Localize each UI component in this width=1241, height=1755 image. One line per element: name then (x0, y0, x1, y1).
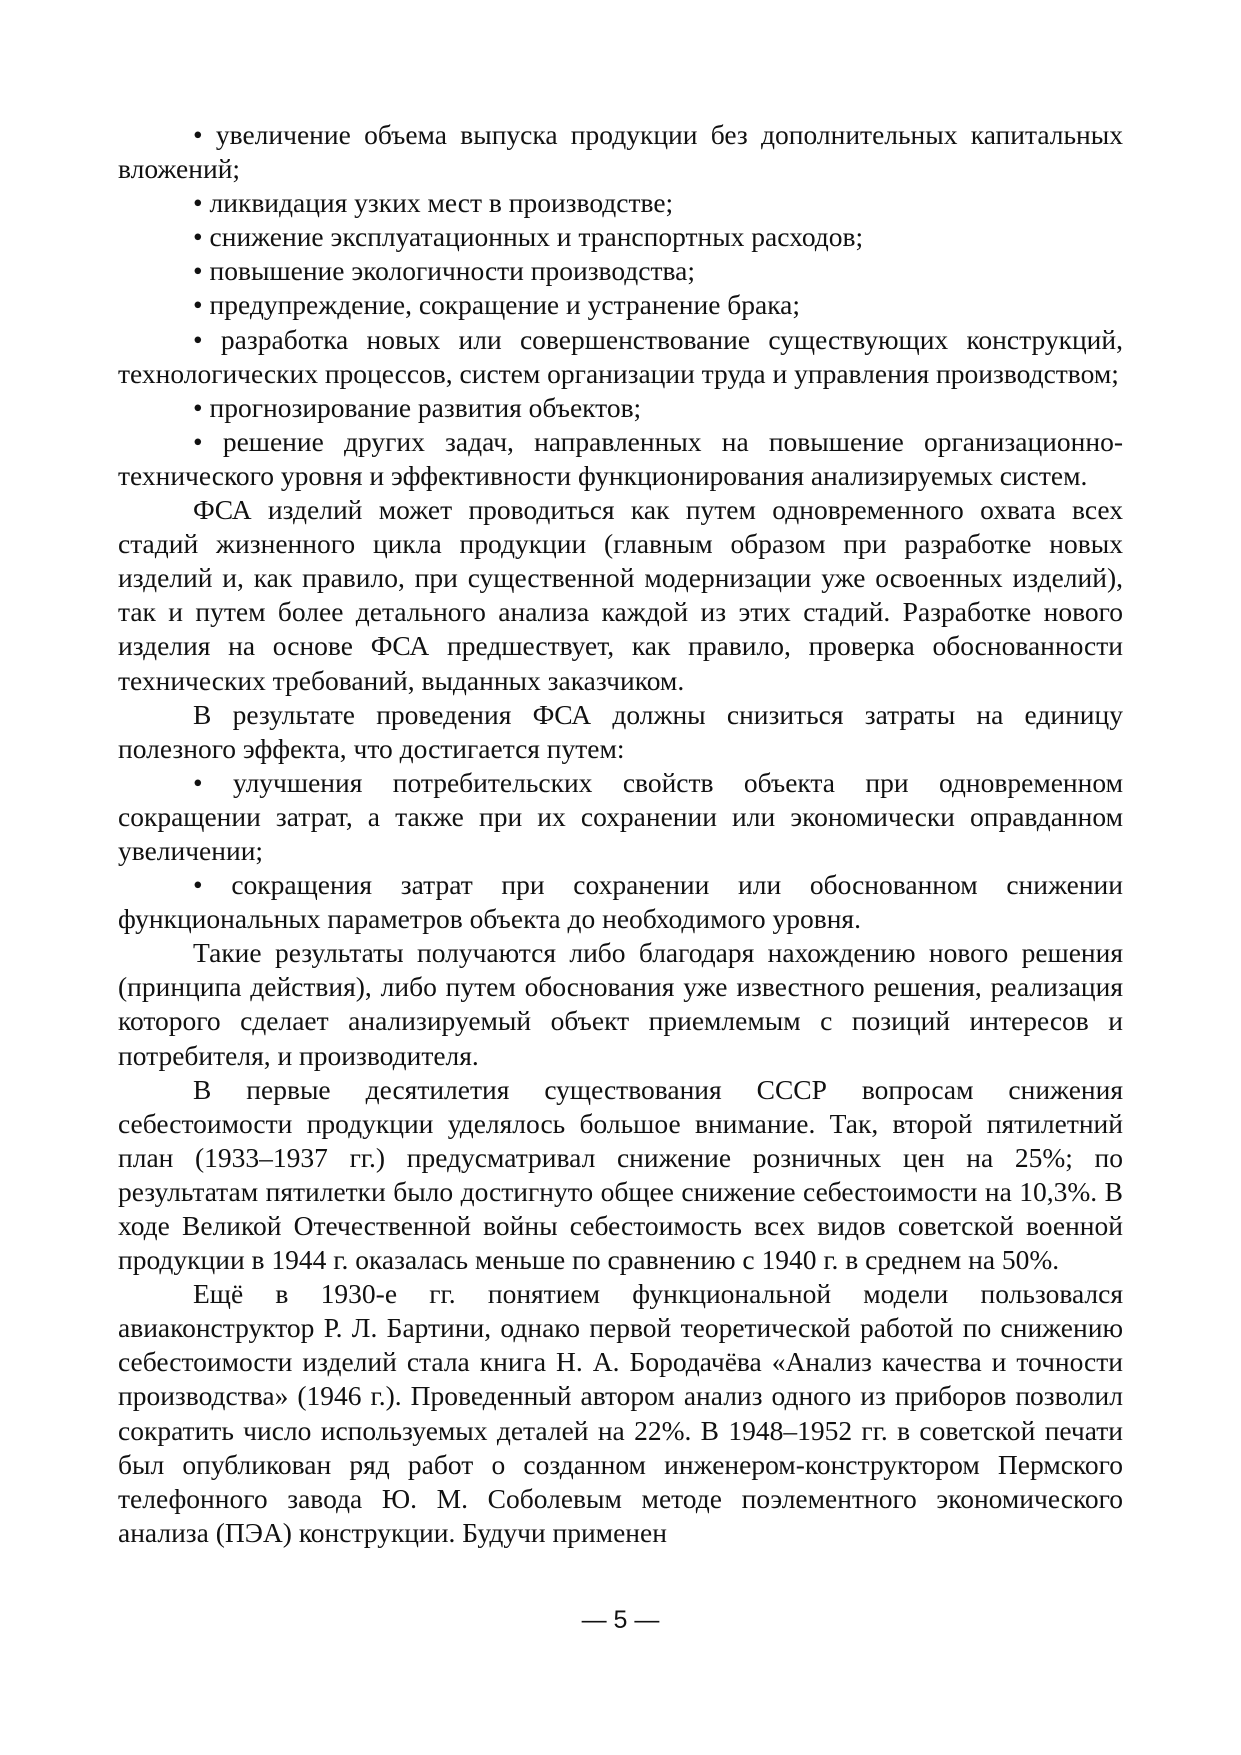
paragraph: • ликвидация узких мест в производстве; (118, 186, 1123, 220)
paragraph: • увеличение объема выпуска продукции без дополнительных капитальных вложений; (118, 118, 1123, 186)
paragraph: • решение других задач, направленных на повышение организационно-технического уровня и эффективности функционирования анализируемых систем. (118, 425, 1123, 493)
page-body (118, 118, 1123, 1550)
paragraph: Ещё в 1930-е гг. понятием функциональной модели пользовался авиаконструктор Р. Л. Бартини, однако первой теоретической работой по снижению себестоимости изделий стала книга Н. А. Бородачёва «Анализ качества и точности производства» (1946 г.). Проведенный автором анализ одного из приборов позволил сократить число используемых деталей на 22%. В 1948–1952 гг. в советской печати был опубликован ряд работ о созданном инженером-конструктором Пермского телефонного завода Ю. М. Соболевым методе поэлементного экономического анализа (ПЭА) конструкции. Будучи применен (118, 1278, 1123, 1548)
page-number: — 5 — (581, 1606, 660, 1634)
paragraph: В первые десятилетия существования СССР вопросам снижения себестоимости продукции уделялось большое внимание. Так, второй пятилетний план (1933–1937 гг.) предусматривал снижение розничных цен на 25%; по результатам пятилетки было достигнуто общее снижение себестоимости на 10,3%. В ходе Великой Отечественной войны себестоимость всех видов советской военной продукции в 1944 г. оказалась меньше по сравнению с 1940 г. в среднем на 50%. (118, 1073, 1123, 1276)
paragraph: • прогнозирование развития объектов; (118, 391, 1123, 425)
paragraph: Такие результаты получаются либо благодаря нахождению нового решения (принципа действия), либо путем обоснования уже известного решения, реализация которого сделает анализируемый объект приемлемым с позиций интересов и потребителя, и производителя. (118, 937, 1123, 1071)
paragraph: • предупреждение, сокращение и устранение брака; (118, 288, 1123, 322)
paragraph: ФСА изделий может проводиться как путем одновременного охвата всех стадий жизненного цикла продукции (главным образом при разработке новых изделий и, как правило, при существенной модернизации уже освоенных изделий), так и путем более детального анализа каждой из этих стадий. Разработке нового изделия на основе ФСА предшествует, как правило, проверка обоснованности технических требований, выданных заказчиком. (118, 494, 1123, 696)
paragraph: • повышение экологичности производства; (118, 254, 1123, 288)
paragraph: • разработка новых или совершенствование существующих конструкций, технологических процессов, систем организации труда и управления производством; (118, 323, 1123, 391)
paragraph: • улучшения потребительских свойств объекта при одновременном сокращении затрат, а также при их сохранении или экономически оправданном увеличении; (118, 766, 1123, 868)
paragraph: • снижение эксплуатационных и транспортных расходов; (118, 220, 1123, 254)
paragraph: • сокращения затрат при сохранении или обоснованном снижении функциональных параметров объекта до необходимого уровня. (118, 868, 1123, 936)
paragraph: В результате проведения ФСА должны снизиться затраты на единицу полезного эффекта, что достигается путем: (118, 698, 1123, 764)
